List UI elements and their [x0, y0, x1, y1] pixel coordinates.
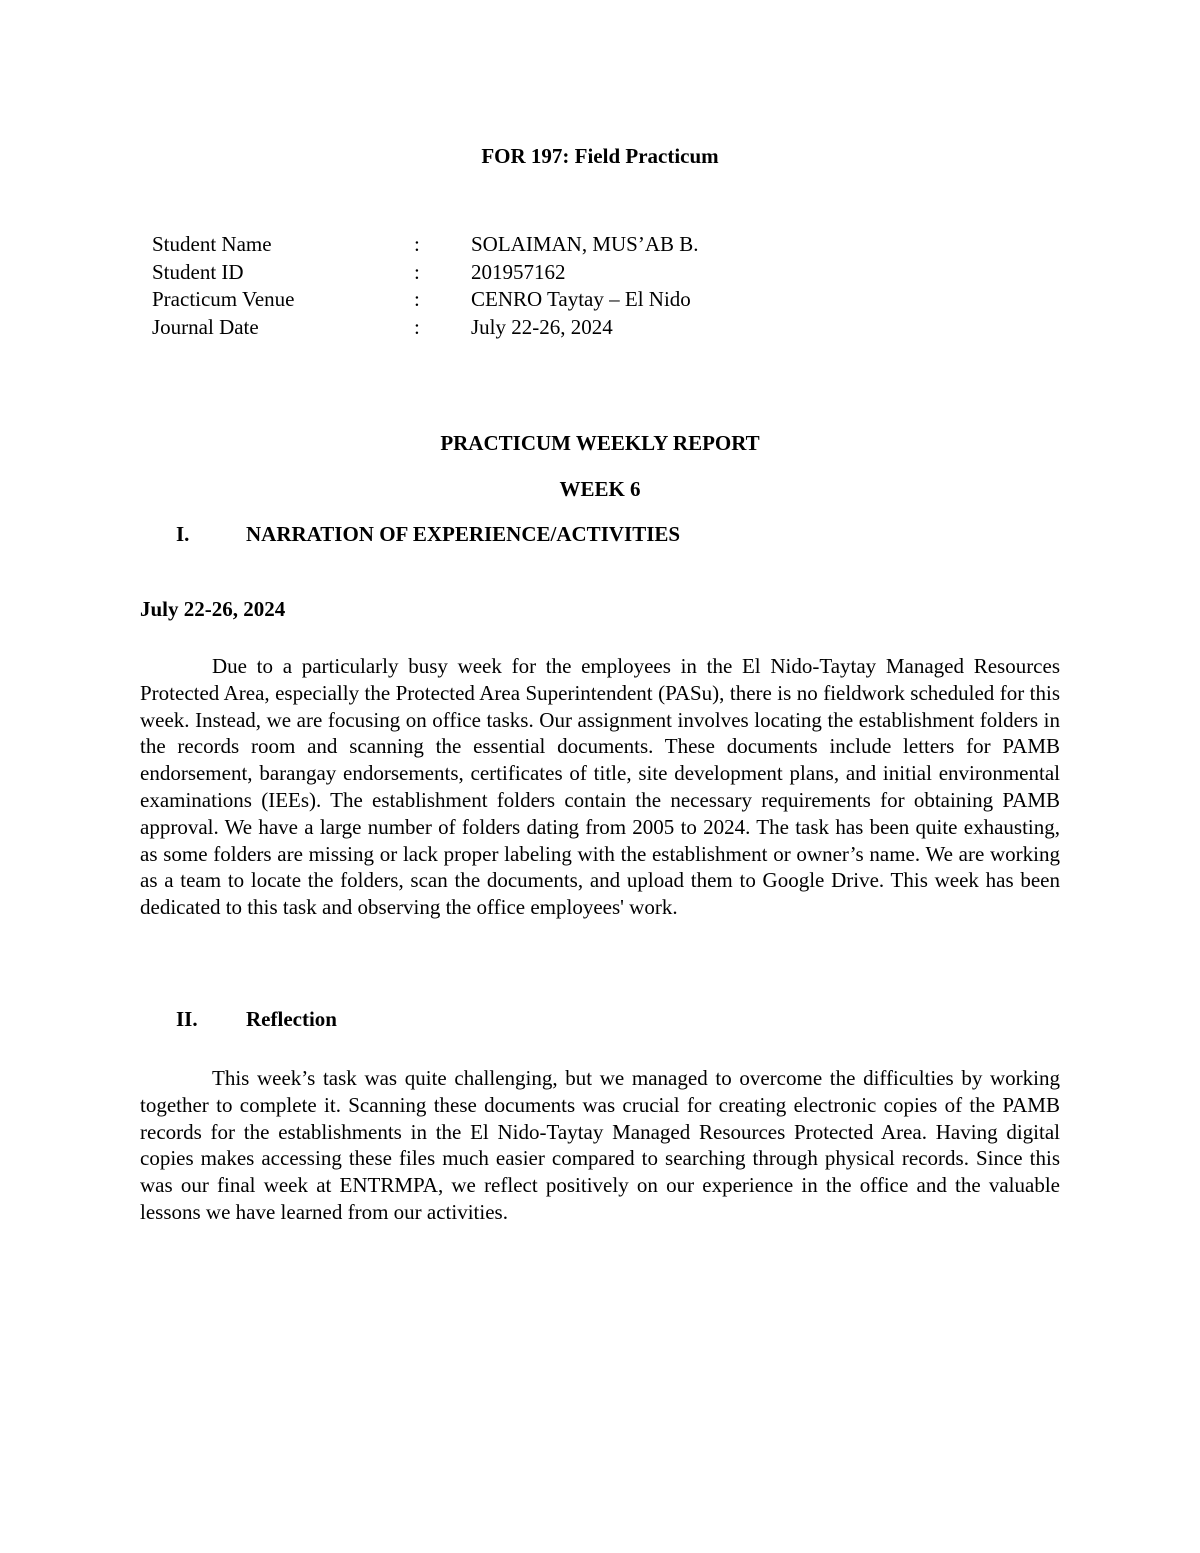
info-colon: :: [414, 259, 420, 284]
info-value: CENRO Taytay – El Nido: [471, 287, 691, 311]
narration-paragraph: Due to a particularly busy week for the employees in the El Nido-Taytay Managed Resources Protected Area, especially the Protected Area Superintendent (PASu), there is no fieldwork scheduled for this week. Instead, we are focusing on office tasks. Our assignment involves locating the establishment folders in the records room and scanning the essential documents. These documents include letters for PAMB endorsement, barangay endorsements, certificates of title, site development plans, and initial environmental examinations (IEEs). The establishment folders contain the necessary requirements for obtaining PAMB approval. We have a large number of folders dating from 2005 to 2024. The task has been quite exhausting, as some folders are missing or lack proper labeling with the establishment or owner’s name. We are working as a team to locate the folders, scan the documents, and upload them to Google Drive. This week has been dedicated to this task and observing the office employees' work.: [140, 654, 1060, 920]
section-number: II.: [176, 1007, 198, 1031]
info-label: Practicum Venue: [152, 287, 295, 311]
info-label: Student ID: [152, 259, 244, 284]
info-label: Student Name: [152, 232, 272, 256]
info-value: July 22-26, 2024: [471, 314, 613, 339]
section-number: I.: [176, 522, 190, 546]
info-label: Journal Date: [152, 314, 259, 339]
report-title: PRACTICUM WEEKLY REPORT: [440, 431, 760, 455]
info-colon: :: [414, 314, 420, 339]
info-value: SOLAIMAN, MUS’AB B.: [471, 232, 699, 256]
course-title: FOR 197: Field Practicum: [481, 144, 719, 168]
info-value: 201957162: [471, 259, 566, 284]
reflection-paragraph: This week’s task was quite challenging, but we managed to overcome the difficulties by working together to complete it. Scanning these documents was crucial for creating electronic copies of the PAMB records for the establishments in the El Nido-Taytay Managed Resources Protected Area. Having digital copies makes accessing these files much easier compared to searching through physical records. Since this was our final week at ENTRMPA, we reflect positively on our experience in the office and the valuable lessons we have learned from our activities.: [140, 1066, 1060, 1224]
info-colon: :: [414, 287, 420, 311]
info-colon: :: [414, 232, 420, 256]
week-label: WEEK 6: [559, 477, 641, 501]
narration-date: July 22-26, 2024: [140, 597, 286, 621]
section-title: NARRATION OF EXPERIENCE/ACTIVITIES: [246, 522, 681, 546]
section-title: Reflection: [246, 1007, 337, 1031]
